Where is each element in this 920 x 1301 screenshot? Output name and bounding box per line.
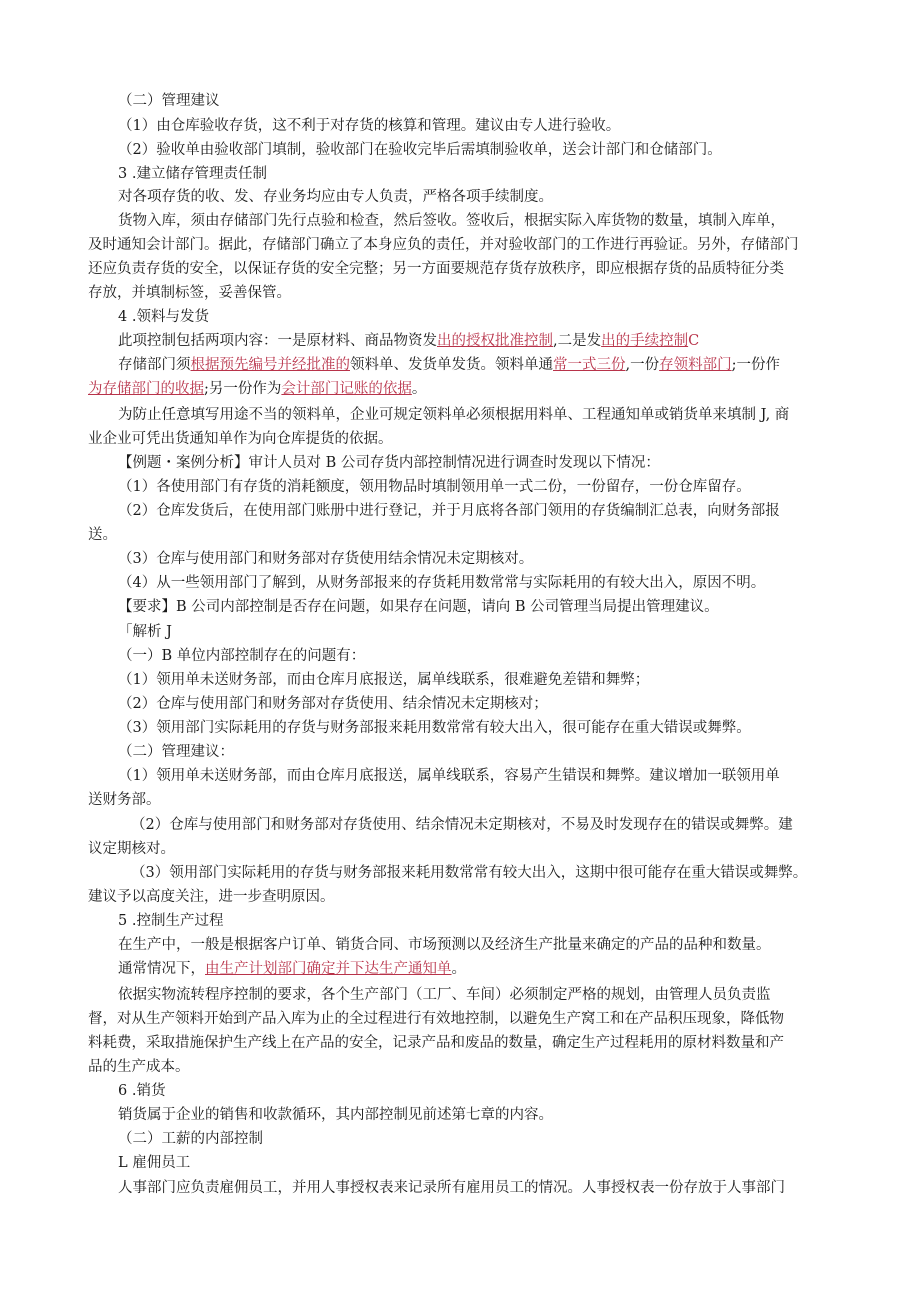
text-span: ;一份作	[731, 357, 780, 373]
list-item: （3）领用部门实际耗用的存货与财务部报来耗用数常常有较大出入，这期中很可能存在重大错误或舞弊。	[131, 865, 808, 881]
subheading: （二）管理建议：	[118, 744, 234, 760]
paragraph: 及时通知会计部门。据此，存储部门确立了本身应负的责任，并对验收部门的工作进行再验证。另外，存储部门	[88, 237, 799, 253]
text-span: 领料单、发货单发货。领料单通	[350, 357, 553, 373]
text-span: ,二是发	[553, 333, 602, 349]
paragraph: （1）由仓库验收存货，这不利于对存货的核算和管理。建议由专人进行验收。	[118, 118, 621, 134]
paragraph: 为防止任意填写用途不当的领料单，企业可规定领料单必须根据用料单、工程通知单或销货单来填制 J, 商	[118, 407, 790, 423]
paragraph: 依据实物流转程序控制的要求，各个生产部门（工厂、车间）必须制定严格的规划，由管理人员负责监	[118, 987, 771, 1003]
list-item: （3）领用部门实际耗用的存货与财务部报来耗用数常常有较大出入，很可能存在重大错误或舞弊。	[118, 720, 751, 736]
list-item: （1）领用单未送财务部，而由仓库月底报送，属单线联系，很难避免差错和舞弊；	[118, 672, 650, 688]
section-heading: 5 .控制生产过程	[118, 913, 224, 929]
highlighted-text: 常一式三份	[553, 357, 626, 373]
paragraph: 业企业可凭出货通知单作为向仓库提货的依据。	[88, 431, 393, 447]
paragraph: 料耗费，采取措施保护生产线上在产品的安全，记录产品和废品的数量，确定生产过程耗用的原材料数量和产	[88, 1035, 784, 1051]
text-span: 通常情况下，	[118, 961, 205, 977]
text-span: 此项控制包括两项内容：一是原材料、商品物资发	[118, 333, 437, 349]
paragraph: 督，对从生产领料开始到产品入库为止的全过程进行有效地控制，以避免生产窝工和在产品积压现象，降低物	[88, 1011, 784, 1027]
paragraph: 货物入库，须由存储部门先行点验和检查，然后签收。签收后，根据实际入库货物的数量，填制入库单，	[118, 213, 785, 229]
heading-management-advice: （二）管理建议	[118, 93, 220, 109]
text-span: ,一份	[625, 357, 660, 373]
paragraph-with-highlights	[118, 959, 878, 981]
section-heading: 6 .销货	[118, 1083, 166, 1099]
highlighted-text: C	[688, 333, 700, 349]
highlighted-text: 存领料部门	[659, 357, 732, 373]
highlighted-text: 出的手续控制	[601, 333, 689, 349]
paragraph: 在生产中，一般是根据客户订单、销货合同、市场预测以及经济生产批量来确定的产品的品种和数量。	[118, 937, 771, 953]
list-item: （2）仓库与使用部门和财务部对存货使用、结余情况未定期核对，不易及时发现存在的错误或舞弊。建	[131, 817, 793, 833]
section-heading: 3 .建立储存管理责任制	[118, 166, 267, 182]
list-item: （2）仓库发货后，在使用部门账册中进行登记，并于月底将各部门领用的存货编制汇总表，向财务部报	[118, 503, 780, 519]
requirement: 【要求】B 公司内部控制是否存在问题，如果存在问题，请向 B 公司管理当局提出管理建议。	[118, 599, 719, 615]
text-span: ;另一份作为	[204, 381, 282, 397]
highlighted-text: 出的授权批准控制	[437, 333, 553, 349]
list-item: （1）各使用部门有存货的消耗额度，领用物品时填制领用单一式二份，一份留存，一份仓库留存。	[118, 479, 751, 495]
paragraph-with-highlights	[118, 355, 878, 377]
list-item: 议定期核对。	[88, 841, 175, 857]
paragraph-with-highlights	[88, 379, 848, 401]
list-item: 建议予以高度关注，进一步查明原因。	[88, 889, 335, 905]
section-heading: L 雇佣员工	[118, 1155, 191, 1171]
list-item: （1）领用单未送财务部，而由仓库月底报送，属单线联系，容易产生错误和舞弊。建议增加一联领用单	[118, 768, 780, 784]
text-span: 。	[451, 961, 466, 977]
text-span: 。	[411, 381, 427, 397]
highlighted-text: 根据预先编号并经批准的	[190, 357, 350, 373]
text-span: 存储部门须	[118, 357, 191, 373]
paragraph: 对各项存货的收、发、存业务均应由专人负责，严格各项手续制度。	[118, 189, 553, 205]
paragraph: （2）验收单由验收部门填制，验收部门在验收完毕后需填制验收单，送会计部门和仓储部门。	[118, 142, 722, 158]
paragraph: 还应负责存货的安全，以保证存货的安全完整；另一方面要规范存货存放秩序，即应根据存货的品质特征分类	[88, 261, 784, 277]
highlighted-text: 会计部门记账的依据	[281, 381, 412, 397]
example-heading: 【例题・案例分析】审计人员对 B 公司存货内部控制情况进行调查时发现以下情况：	[118, 455, 660, 471]
paragraph: 品的生产成本。	[88, 1059, 190, 1075]
paragraph: 人事部门应负责雇佣员工，并用人事授权表来记录所有雇用员工的情况。人事授权表一份存放于人事部门	[118, 1180, 785, 1196]
list-item: （4）从一些领用部门了解到，从财务部报来的存货耗用数常常与实际耗用的有较大出入，原因不明。	[118, 575, 766, 591]
list-item: 送。	[88, 527, 117, 543]
section-heading: 4 .领料与发货	[118, 309, 209, 325]
analysis-heading: 「解析 J	[118, 624, 172, 640]
list-item: （3）仓库与使用部门和财务部对存货使用结余情况未定期核对。	[118, 551, 534, 567]
subheading: （一）B 单位内部控制存在的问题有：	[118, 648, 366, 664]
paragraph: 存放，并填制标签，妥善保管。	[88, 285, 291, 301]
highlighted-text: 由生产计划部门确定并下达生产通知单	[205, 961, 452, 977]
list-item: 送财务部。	[88, 792, 161, 808]
highlighted-text: 为存储部门的收据	[88, 381, 204, 397]
list-item: （2）仓库与使用部门和财务部对存货使用、结余情况未定期核对；	[118, 696, 548, 712]
subheading: （二）工薪的内部控制	[118, 1131, 263, 1147]
paragraph: 销货属于企业的销售和收款循环，其内部控制见前述第七章的内容。	[118, 1107, 553, 1123]
paragraph-with-highlights	[118, 331, 878, 353]
